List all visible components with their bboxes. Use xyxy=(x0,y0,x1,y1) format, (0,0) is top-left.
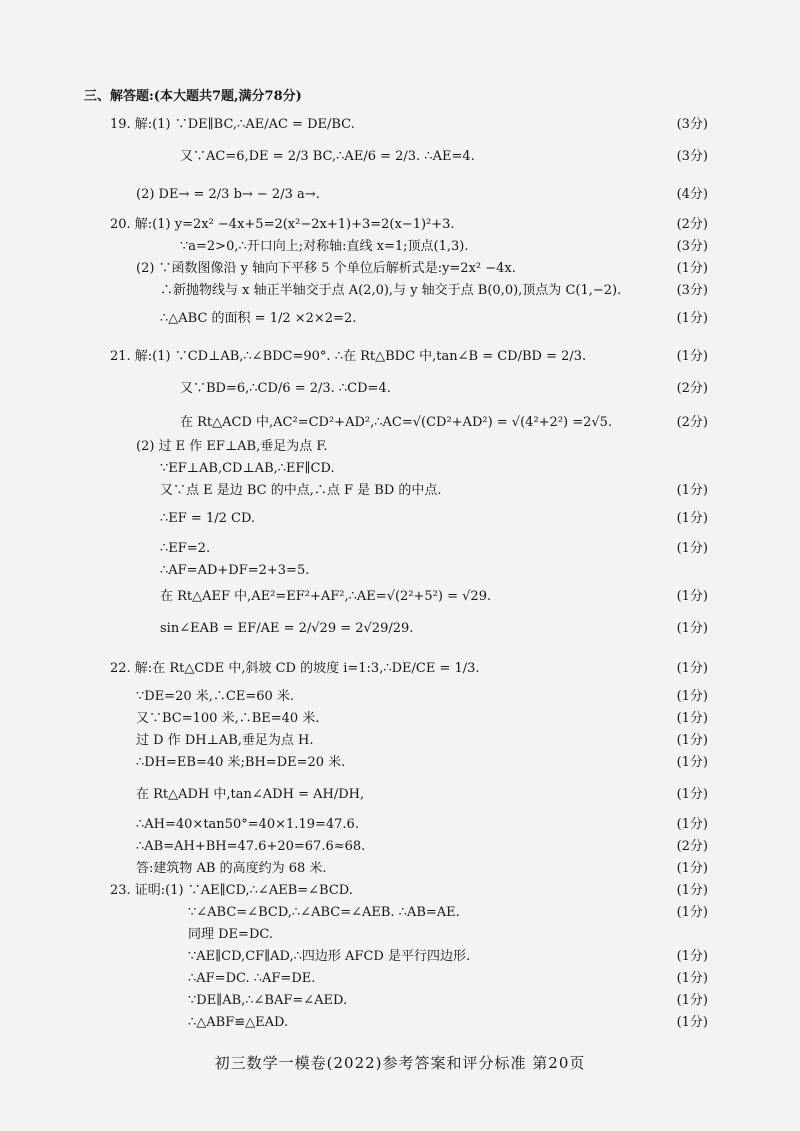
answer-line xyxy=(0,814,800,836)
answer-line xyxy=(0,618,800,640)
score-label: (2分) xyxy=(676,217,708,232)
answer-text: 23. 证明:(1) ∵AE∥CD,∴∠AEB=∠BCD. xyxy=(110,883,353,898)
score-label: (1分) xyxy=(676,661,708,676)
answer-line xyxy=(0,990,800,1012)
answer-text: ∴AH=40×tan50°=40×1.19=47.6. xyxy=(136,817,359,832)
answer-text: ∵DE=20 米,∴CE=60 米. xyxy=(136,689,295,704)
answer-text: (2) 过 E 作 EF⊥AB,垂足为点 F. xyxy=(136,439,328,454)
answer-text: ∴新抛物线与 x 轴正半轴交于点 A(2,0),与 y 轴交于点 B(0,0),顶点为 C(1,−2). xyxy=(160,283,622,298)
answer-text: ∴EF = 1/2 CD. xyxy=(160,511,256,526)
answer-text: (2) ∵函数图像沿 y 轴向下平移 5 个单位后解析式是:y=2x² −4x. xyxy=(136,261,516,276)
score-label: (1分) xyxy=(676,861,708,876)
score-label: (4分) xyxy=(676,187,708,202)
answer-line xyxy=(0,784,800,806)
answer-text: 19. 解:(1) ∵DE∥BC,∴AE/AC = DE/BC. xyxy=(110,117,355,132)
answer-text: ∴△ABF≌△EAD. xyxy=(188,1015,289,1030)
answer-line xyxy=(0,214,800,236)
answer-text: ∵AE∥CD,CF∥AD,∴四边形 AFCD 是平行四边形. xyxy=(188,949,471,964)
answer-line xyxy=(0,280,800,302)
section-heading xyxy=(0,86,800,108)
answer-line xyxy=(0,538,800,560)
answer-line xyxy=(0,146,800,168)
answer-line xyxy=(0,708,800,730)
answer-line xyxy=(0,412,800,434)
answer-text: ∴AB=AH+BH=47.6+20=67.6≈68. xyxy=(136,839,366,854)
answer-line xyxy=(0,858,800,880)
answer-line xyxy=(0,880,800,902)
score-label: (1分) xyxy=(676,541,708,556)
answer-line xyxy=(0,258,800,280)
answer-line xyxy=(0,436,800,458)
answer-line xyxy=(0,924,800,946)
answer-line xyxy=(0,902,800,924)
answer-text: ∴EF=2. xyxy=(160,541,211,556)
score-label: (3分) xyxy=(676,117,708,132)
score-label: (3分) xyxy=(676,239,708,254)
score-label: (1分) xyxy=(676,689,708,704)
answer-text: 在 Rt△ACD 中,AC²=CD²+AD²,∴AC=√(CD²+AD²) = √(4²+2²) =2√5. xyxy=(180,415,613,430)
answer-text: ∴AF=DC. ∴AF=DE. xyxy=(188,971,316,986)
score-label: (1分) xyxy=(676,993,708,1008)
answer-text: (2) DE→ = 2/3 b→ − 2/3 a→. xyxy=(136,187,320,202)
answer-line xyxy=(0,346,800,368)
answer-line xyxy=(0,586,800,608)
score-label: (1分) xyxy=(676,949,708,964)
score-label: (2分) xyxy=(676,839,708,854)
score-label: (3分) xyxy=(676,283,708,298)
score-label: (1分) xyxy=(676,971,708,986)
answer-line xyxy=(0,836,800,858)
answer-text: 在 Rt△AEF 中,AE²=EF²+AF²,∴AE=√(2²+5²) = √29. xyxy=(160,589,492,604)
answer-text: ∵a=2>0,∴开口向上;对称轴:直线 x=1;顶点(1,3). xyxy=(180,239,469,254)
answer-line xyxy=(0,458,800,480)
answer-line xyxy=(0,184,800,206)
answer-line xyxy=(0,560,800,582)
answer-text: ∵EF⊥AB,CD⊥AB,∴EF∥CD. xyxy=(160,461,335,476)
score-label: (1分) xyxy=(676,883,708,898)
answer-text: 在 Rt△ADH 中,tan∠ADH = AH/DH, xyxy=(136,787,365,802)
answer-line xyxy=(0,480,800,502)
answer-text: 21. 解:(1) ∵CD⊥AB,∴∠BDC=90°. ∴在 Rt△BDC 中,tan∠B = CD/BD = 2/3. xyxy=(110,349,587,364)
score-label: (1分) xyxy=(676,311,708,326)
answer-text: 又∵点 E 是边 BC 的中点,∴点 F 是 BD 的中点. xyxy=(160,483,442,498)
answer-text: ∴DH=EB=40 米;BH=DE=20 米. xyxy=(136,755,346,770)
answer-line xyxy=(0,508,800,530)
answer-line xyxy=(0,946,800,968)
score-label: (1分) xyxy=(676,261,708,276)
answer-text: ∵∠ABC=∠BCD,∴∠ABC=∠AEB. ∴AB=AE. xyxy=(188,905,460,920)
score-label: (2分) xyxy=(676,415,708,430)
answer-text: sin∠EAB = EF/AE = 2/√29 = 2√29/29. xyxy=(160,621,414,636)
score-label: (1分) xyxy=(676,349,708,364)
answer-text: ∴△ABC 的面积 = 1/2 ×2×2=2. xyxy=(160,311,357,326)
score-label: (1分) xyxy=(676,787,708,802)
answer-line xyxy=(0,1012,800,1034)
answer-text: 又∵AC=6,DE = 2/3 BC,∴AE/6 = 2/3. ∴AE=4. xyxy=(180,149,475,164)
answer-line xyxy=(0,730,800,752)
score-label: (1分) xyxy=(676,511,708,526)
answer-line xyxy=(0,658,800,680)
score-label: (1分) xyxy=(676,483,708,498)
answer-text: 20. 解:(1) y=2x² −4x+5=2(x²−2x+1)+3=2(x−1)²+3. xyxy=(110,217,455,232)
answer-text: 又∵BC=100 米,∴BE=40 米. xyxy=(136,711,320,726)
answer-text: 答:建筑物 AB 的高度约为 68 米. xyxy=(136,861,327,876)
answer-line xyxy=(0,968,800,990)
answer-text: 又∵BD=6,∴CD/6 = 2/3. ∴CD=4. xyxy=(180,381,391,396)
answer-text: ∵DE∥AB,∴∠BAF=∠AED. xyxy=(188,993,348,1008)
answer-line xyxy=(0,378,800,400)
answer-line xyxy=(0,236,800,258)
score-label: (1分) xyxy=(676,1015,708,1030)
score-label: (1分) xyxy=(676,621,708,636)
answer-text: 22. 解:在 Rt△CDE 中,斜坡 CD 的坡度 i=1:3,∴DE/CE = 1/3. xyxy=(110,661,480,676)
section-title: 三、解答题:(本大题共7题,满分78分) xyxy=(84,89,302,104)
score-label: (1分) xyxy=(676,711,708,726)
answer-text: 过 D 作 DH⊥AB,垂足为点 H. xyxy=(136,733,314,748)
answer-line xyxy=(0,752,800,774)
answer-text: ∴AF=AD+DF=2+3=5. xyxy=(160,563,310,578)
score-label: (3分) xyxy=(676,149,708,164)
answer-line xyxy=(0,686,800,708)
score-label: (1分) xyxy=(676,733,708,748)
page-footer: 初三数学一模卷(2022)参考答案和评分标准 第20页 xyxy=(214,1054,586,1072)
score-label: (2分) xyxy=(676,381,708,396)
score-label: (1分) xyxy=(676,817,708,832)
answer-text: 同理 DE=DC. xyxy=(188,927,273,942)
score-label: (1分) xyxy=(676,589,708,604)
score-label: (1分) xyxy=(676,905,708,920)
answer-line xyxy=(0,114,800,136)
answer-line xyxy=(0,308,800,330)
score-label: (1分) xyxy=(676,755,708,770)
